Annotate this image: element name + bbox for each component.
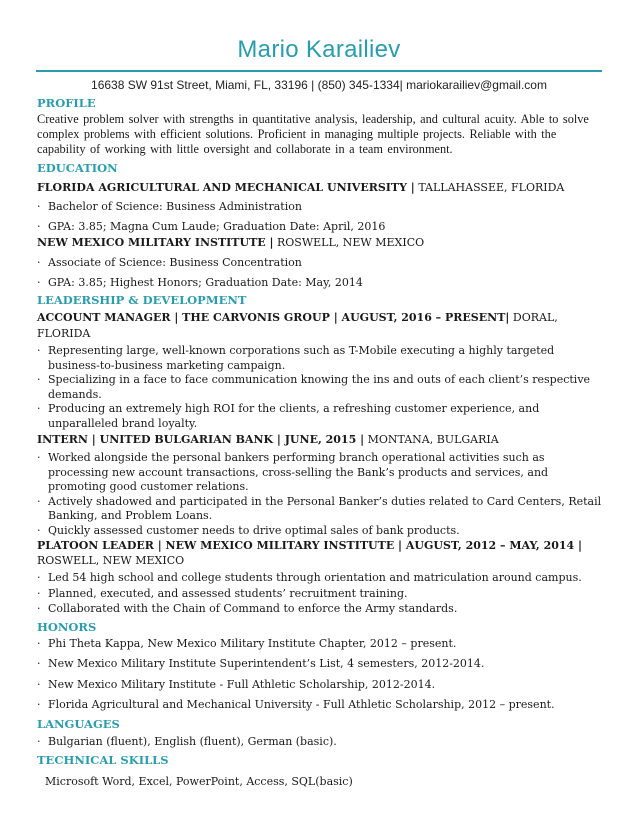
- skills-text: Microsoft Word, Excel, PowerPoint, Access, SQL(basic): [45, 775, 353, 788]
- job-duties: [37, 571, 605, 617]
- school-details: [37, 200, 605, 234]
- job-heading: [37, 432, 605, 448]
- education-heading: EDUCATION: [37, 161, 118, 175]
- school-title: NEW MEXICO MILITARY INSTITUTE |: [37, 236, 274, 249]
- header-divider: [36, 70, 602, 72]
- list-item: · Worked alongside the personal bankers performing branch operational activities such as processing new account transactions, cross-selling the Bank’s products and services, and promoting good customer relations.: [37, 451, 549, 493]
- resume-content: [37, 95, 605, 789]
- list-item: · New Mexico Military Institute - Full Athletic Scholarship, 2012-2014.: [37, 677, 436, 691]
- list-item: · Collaborated with the Chain of Command to enforce the Army standards.: [37, 602, 458, 615]
- school-title: FLORIDA AGRICULTURAL AND MECHANICAL UNIVERSITY |: [37, 181, 415, 194]
- list-item: · Bulgarian (fluent), English (fluent), German (basic).: [37, 734, 337, 748]
- honors-list: [37, 637, 605, 713]
- job-title: ACCOUNT MANAGER | THE CARVONIS GROUP | AUGUST, 2016 – PRESENT|: [37, 311, 510, 324]
- job-duties: [37, 344, 605, 431]
- skills-heading: TECHNICAL SKILLS: [37, 753, 169, 767]
- job-location: DORAL, FLORIDA: [37, 311, 558, 340]
- languages-heading: LANGUAGES: [37, 716, 120, 731]
- job-duties: [37, 451, 605, 538]
- job-location: MONTANA, BULGARIA: [367, 433, 499, 446]
- school-name: [37, 235, 605, 251]
- honors-heading: HONORS: [37, 619, 97, 634]
- school-name: [37, 180, 605, 196]
- leadership-heading: LEADERSHIP & DEVELOPMENT: [37, 293, 247, 307]
- languages-list: [37, 735, 605, 750]
- school-location: TALLAHASSEE, FLORIDA: [418, 181, 565, 194]
- list-item: · Bachelor of Science: Business Administration: [37, 200, 302, 213]
- job-heading: [37, 310, 605, 342]
- contact-line: 16638 SW 91st Street, Miami, FL, 33196 | (850) 345-1334| mariokarailiev@gmail.com: [91, 78, 547, 92]
- list-item: · Phi Theta Kappa, New Mexico Military Institute Chapter, 2012 – present.: [37, 636, 457, 650]
- list-item: · Representing large, well-known corporations such as T-Mobile executing a highly targeted business-to-business marketing campaign.: [37, 344, 555, 372]
- job-heading: [37, 539, 605, 568]
- list-item: · New Mexico Military Institute Superintendent’s List, 4 semesters, 2012-2014.: [37, 657, 485, 670]
- list-item: · Florida Agricultural and Mechanical University - Full Athletic Scholarship, 2012 – present.: [37, 698, 555, 711]
- job-location: ROSWELL, NEW MEXICO: [37, 553, 185, 567]
- job-title: PLATOON LEADER | NEW MEXICO MILITARY INSTITUTE | AUGUST, 2012 – MAY, 2014 |: [37, 539, 583, 552]
- list-item: · Planned, executed, and assessed students’ recruitment training.: [37, 586, 408, 600]
- list-item: · Associate of Science: Business Concentration: [37, 256, 302, 269]
- profile-text: Creative problem solver with strengths in quantitative analysis, leadership, and cultural acuity. Able to solve complex problems with efficient solutions. Proficient in managing multiple projects. Reliable with the capability of working with little oversight and collaborate in a team environment.: [37, 112, 589, 156]
- list-item: · GPA: 3.85; Magna Cum Laude; Graduation Date: April, 2016: [37, 219, 386, 233]
- list-item: · Specializing in a face to face communication knowing the ins and outs of each client’s respective demands.: [37, 373, 591, 401]
- list-item: · GPA: 3.85; Highest Honors; Graduation Date: May, 2014: [37, 275, 363, 289]
- list-item: · Actively shadowed and participated in the Personal Banker’s duties related to Card Centers, Retail Banking, and Problem Loans.: [37, 494, 602, 522]
- job-title: INTERN | UNITED BULGARIAN BANK | JUNE, 2015 |: [37, 433, 365, 446]
- school-details: [37, 256, 605, 290]
- list-item: · Led 54 high school and college students through orientation and matriculation around campus.: [37, 571, 582, 584]
- school-location: ROSWELL, NEW MEXICO: [277, 236, 425, 249]
- candidate-name: Mario Karailiev: [237, 36, 401, 63]
- list-item: · Quickly assessed customer needs to drive optimal sales of bank products.: [37, 523, 460, 537]
- profile-heading: PROFILE: [37, 96, 96, 110]
- list-item: · Producing an extremely high ROI for the clients, a refreshing customer experience, and unparalleled brand loyalty.: [37, 402, 540, 430]
